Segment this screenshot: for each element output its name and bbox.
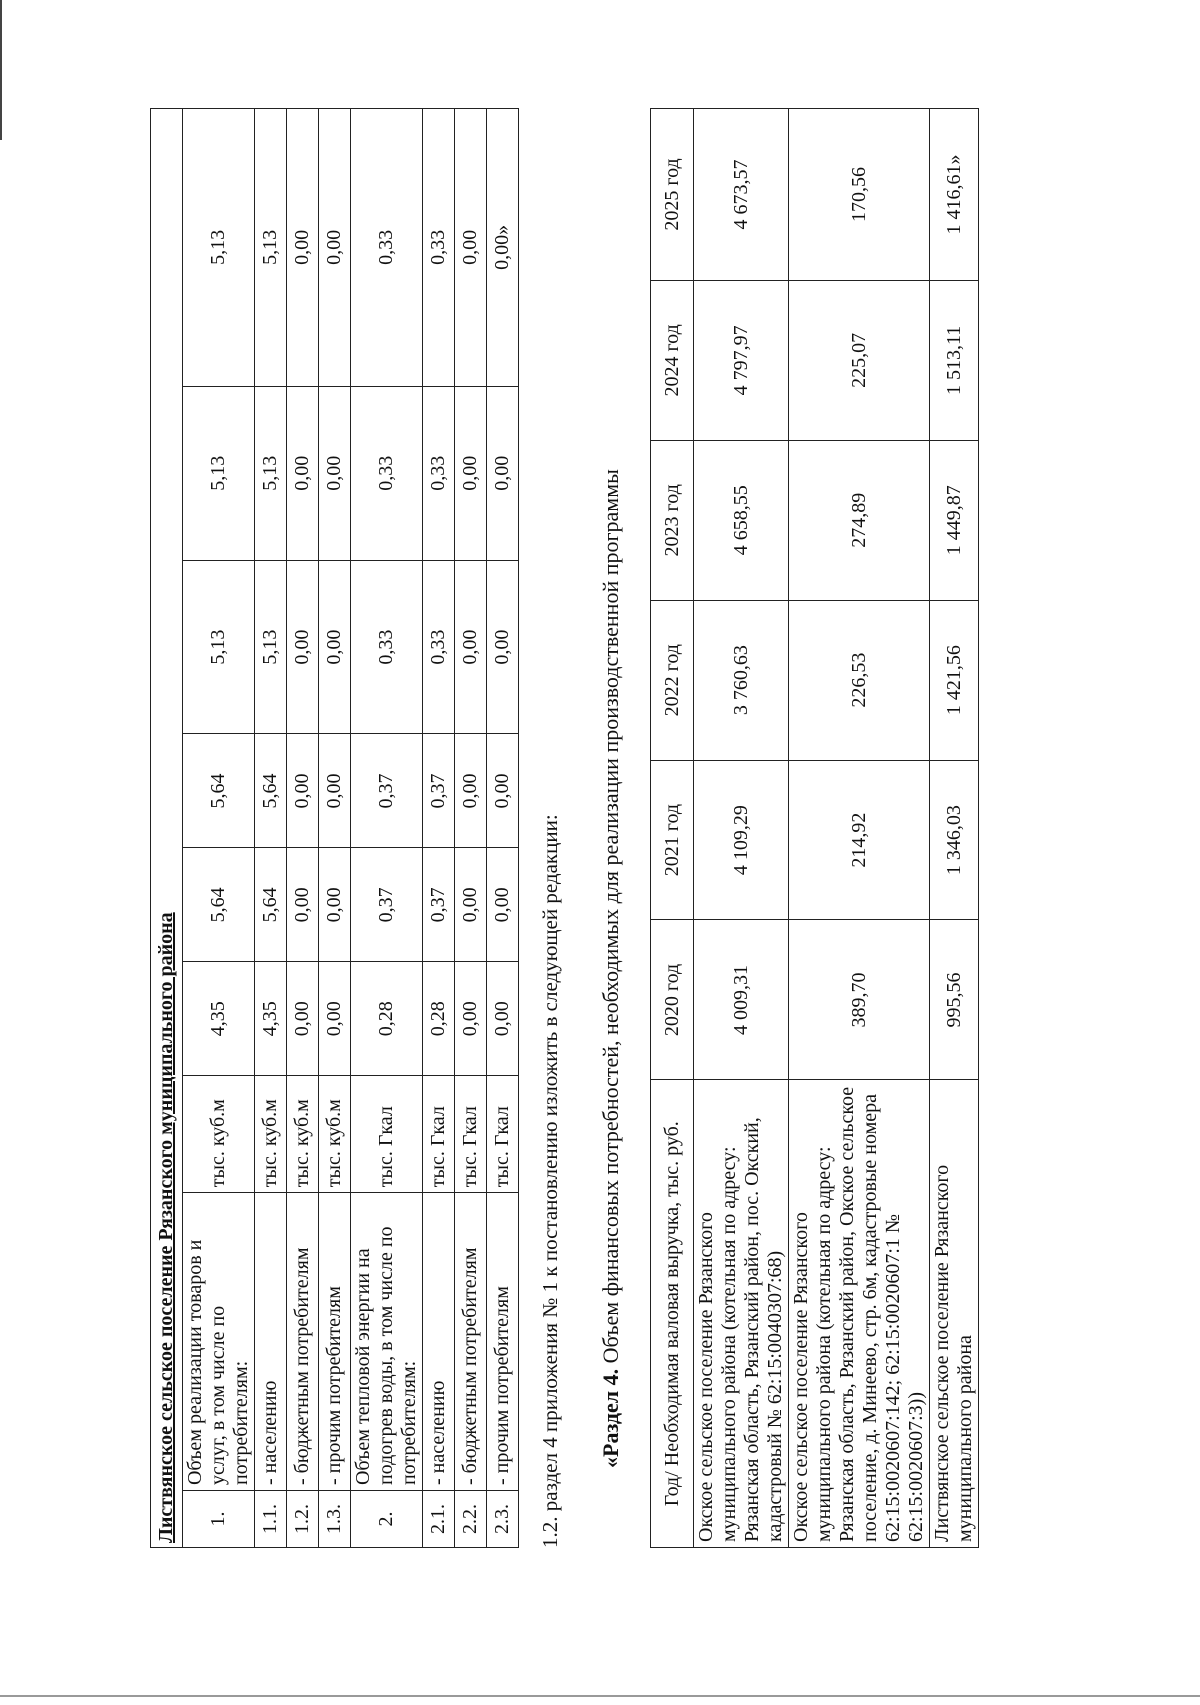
table1-row [351,109,423,1548]
row-value: 0,00 [455,386,487,560]
table2-header-year: 2025 год [651,109,694,281]
scan-edge-left [0,0,2,140]
section-heading [598,469,624,1468]
row-value: 0,00 [455,962,487,1076]
row-value: 0,00 [455,848,487,962]
row-indicator: Объем тепловой энергии на подогрев воды, в том числе по потребителям: [351,1193,423,1491]
row-value: 5,13 [255,386,287,560]
row-number: 1. [183,1491,255,1548]
row-value: 4,35 [183,962,255,1076]
table2-header-year: 2020 год [651,920,694,1080]
row-value: 0,33 [351,386,423,560]
row-value: 0,37 [423,848,455,962]
row-unit: тыс. Гкал [351,1076,423,1193]
table2-row-value: 1 449,87 [930,440,979,600]
row-number: 2.2. [455,1491,487,1548]
row-indicator: - прочим потребителям [487,1193,519,1491]
row-value: 0,00 [287,560,319,734]
row-value: 0,00 [319,560,351,734]
row-unit: тыс. Гкал [455,1076,487,1193]
row-value: 0,00 [319,386,351,560]
row-value: 0,00 [287,848,319,962]
table2-row-value: 995,56 [930,920,979,1080]
table2-header-label: Год/ Необходимая валовая выручка, тыс. руб. [651,1080,694,1548]
table2-row-value: 1 416,61» [930,109,979,281]
table2-header-year: 2023 год [651,440,694,600]
row-number: 2. [351,1491,423,1548]
row-value: 5,13 [255,560,287,734]
row-indicator: - прочим потребителям [319,1193,351,1491]
row-value: 0,28 [351,962,423,1076]
table2-row-value: 274,89 [789,440,930,600]
row-value: 0,00 [287,109,319,387]
row-value: 5,64 [183,848,255,962]
row-unit: тыс. куб.м [183,1076,255,1193]
table2-row-value: 225,07 [789,280,930,440]
table2-header-year: 2022 год [651,600,694,760]
row-value: 0,00 [319,848,351,962]
row-value: 0,00 [487,848,519,962]
table2-row-value: 4 009,31 [694,920,789,1080]
row-value: 0,33 [351,560,423,734]
table2-row-value: 214,92 [789,760,930,920]
row-value: 0,00 [455,560,487,734]
table2-row-value: 4 797,97 [694,280,789,440]
table1-section-title: Листвянское сельское поселение Рязанского муниципального района [151,109,183,1548]
table2-row-value: 1 346,03 [930,760,979,920]
row-value: 0,37 [351,848,423,962]
row-value: 0,00 [487,962,519,1076]
table1-row [183,109,255,1548]
scan-edge-bottom [0,1695,1200,1697]
row-value: 0,28 [423,962,455,1076]
row-value: 4,35 [255,962,287,1076]
row-value: 0,00 [319,109,351,387]
row-value: 0,00 [287,734,319,848]
table2-row-label: Окское сельское поселение Рязанского муниципального района (котельная по адресу: Рязанская область, Рязанский район, Окское сельское поселение, д. Минеево, стр. 6м, кадастровые номера 62:15:0020607:142; 62:15:0020607:1 № 62:15:0020607:3)) [789,1080,930,1548]
row-unit: тыс. Гкал [487,1076,519,1193]
table2-row-value: 4 109,29 [694,760,789,920]
row-value: 5,13 [183,109,255,387]
row-value: 5,13 [255,109,287,387]
table1-row [255,109,287,1548]
table1-row [455,109,487,1548]
row-value: 0,33 [423,386,455,560]
row-number: 1.2. [287,1491,319,1548]
row-number: 2.1. [423,1491,455,1548]
row-value: 0,33 [423,109,455,387]
row-value: 5,64 [255,848,287,962]
table2-row-value: 1 421,56 [930,600,979,760]
row-value: 0,37 [423,734,455,848]
table2-row-label: Окское сельское поселение Рязанского муниципального района (котельная по адресу: Рязанская область, Рязанский район, пос. Окский, кадастровый № 62:15:0040307:68) [694,1080,789,1548]
table1-row [287,109,319,1548]
rotated-page-content [150,108,1100,1548]
row-value: 5,13 [183,560,255,734]
financial-needs-table [650,108,979,1548]
row-indicator: - населению [255,1193,287,1491]
amendment-paragraph: 1.2. раздел 4 приложения № 1 к постановлению изложить в следующей редакции: [538,814,562,1548]
table2-row-value: 1 513,11 [930,280,979,440]
row-number: 1.1. [255,1491,287,1548]
row-value: 0,33 [351,109,423,387]
row-value: 0,33 [423,560,455,734]
row-indicator: - бюджетным потребителям [455,1193,487,1491]
table2-row-value: 4 673,57 [694,109,789,281]
row-unit: тыс. Гкал [423,1076,455,1193]
table2-row [694,109,789,1548]
table2-row [789,109,930,1548]
table2-header-year: 2024 год [651,280,694,440]
section-heading-text: Объем финансовых потребностей, необходимых для реализации производственной программы [598,469,623,1369]
row-number: 1.3. [319,1491,351,1548]
row-indicator: Объем реализации товаров и услуг, в том числе по потребителям: [183,1193,255,1491]
table1-row [423,109,455,1548]
row-value: 0,00» [487,109,519,387]
row-number: 2.3. [487,1491,519,1548]
table1-row [487,109,519,1548]
row-value: 0,00 [455,109,487,387]
row-value: 0,37 [351,734,423,848]
row-value: 5,64 [183,734,255,848]
table2-header-year: 2021 год [651,760,694,920]
row-value: 0,00 [455,734,487,848]
row-indicator: - населению [423,1193,455,1491]
table2-row-value: 170,56 [789,109,930,281]
production-volume-table [150,108,519,1548]
row-value: 0,00 [319,734,351,848]
table2-row-value: 3 760,63 [694,600,789,760]
table2-row-label: Листвянское сельское поселение Рязанского муниципального района [930,1080,979,1548]
row-value: 0,00 [287,962,319,1076]
section-heading-number: «Раздел 4. [598,1368,623,1468]
table1-row [319,109,351,1548]
row-value: 0,00 [319,962,351,1076]
row-value: 0,00 [287,386,319,560]
table2-row-value: 226,53 [789,600,930,760]
table2-row-value: 389,70 [789,920,930,1080]
row-indicator: - бюджетным потребителям [287,1193,319,1491]
row-unit: тыс. куб.м [287,1076,319,1193]
row-value: 0,00 [487,734,519,848]
table2-row [930,109,979,1548]
row-value: 5,64 [255,734,287,848]
row-value: 0,00 [487,386,519,560]
row-value: 0,00 [487,560,519,734]
row-unit: тыс. куб.м [255,1076,287,1193]
row-unit: тыс. куб.м [319,1076,351,1193]
table2-row-value: 4 658,55 [694,440,789,600]
row-value: 5,13 [183,386,255,560]
